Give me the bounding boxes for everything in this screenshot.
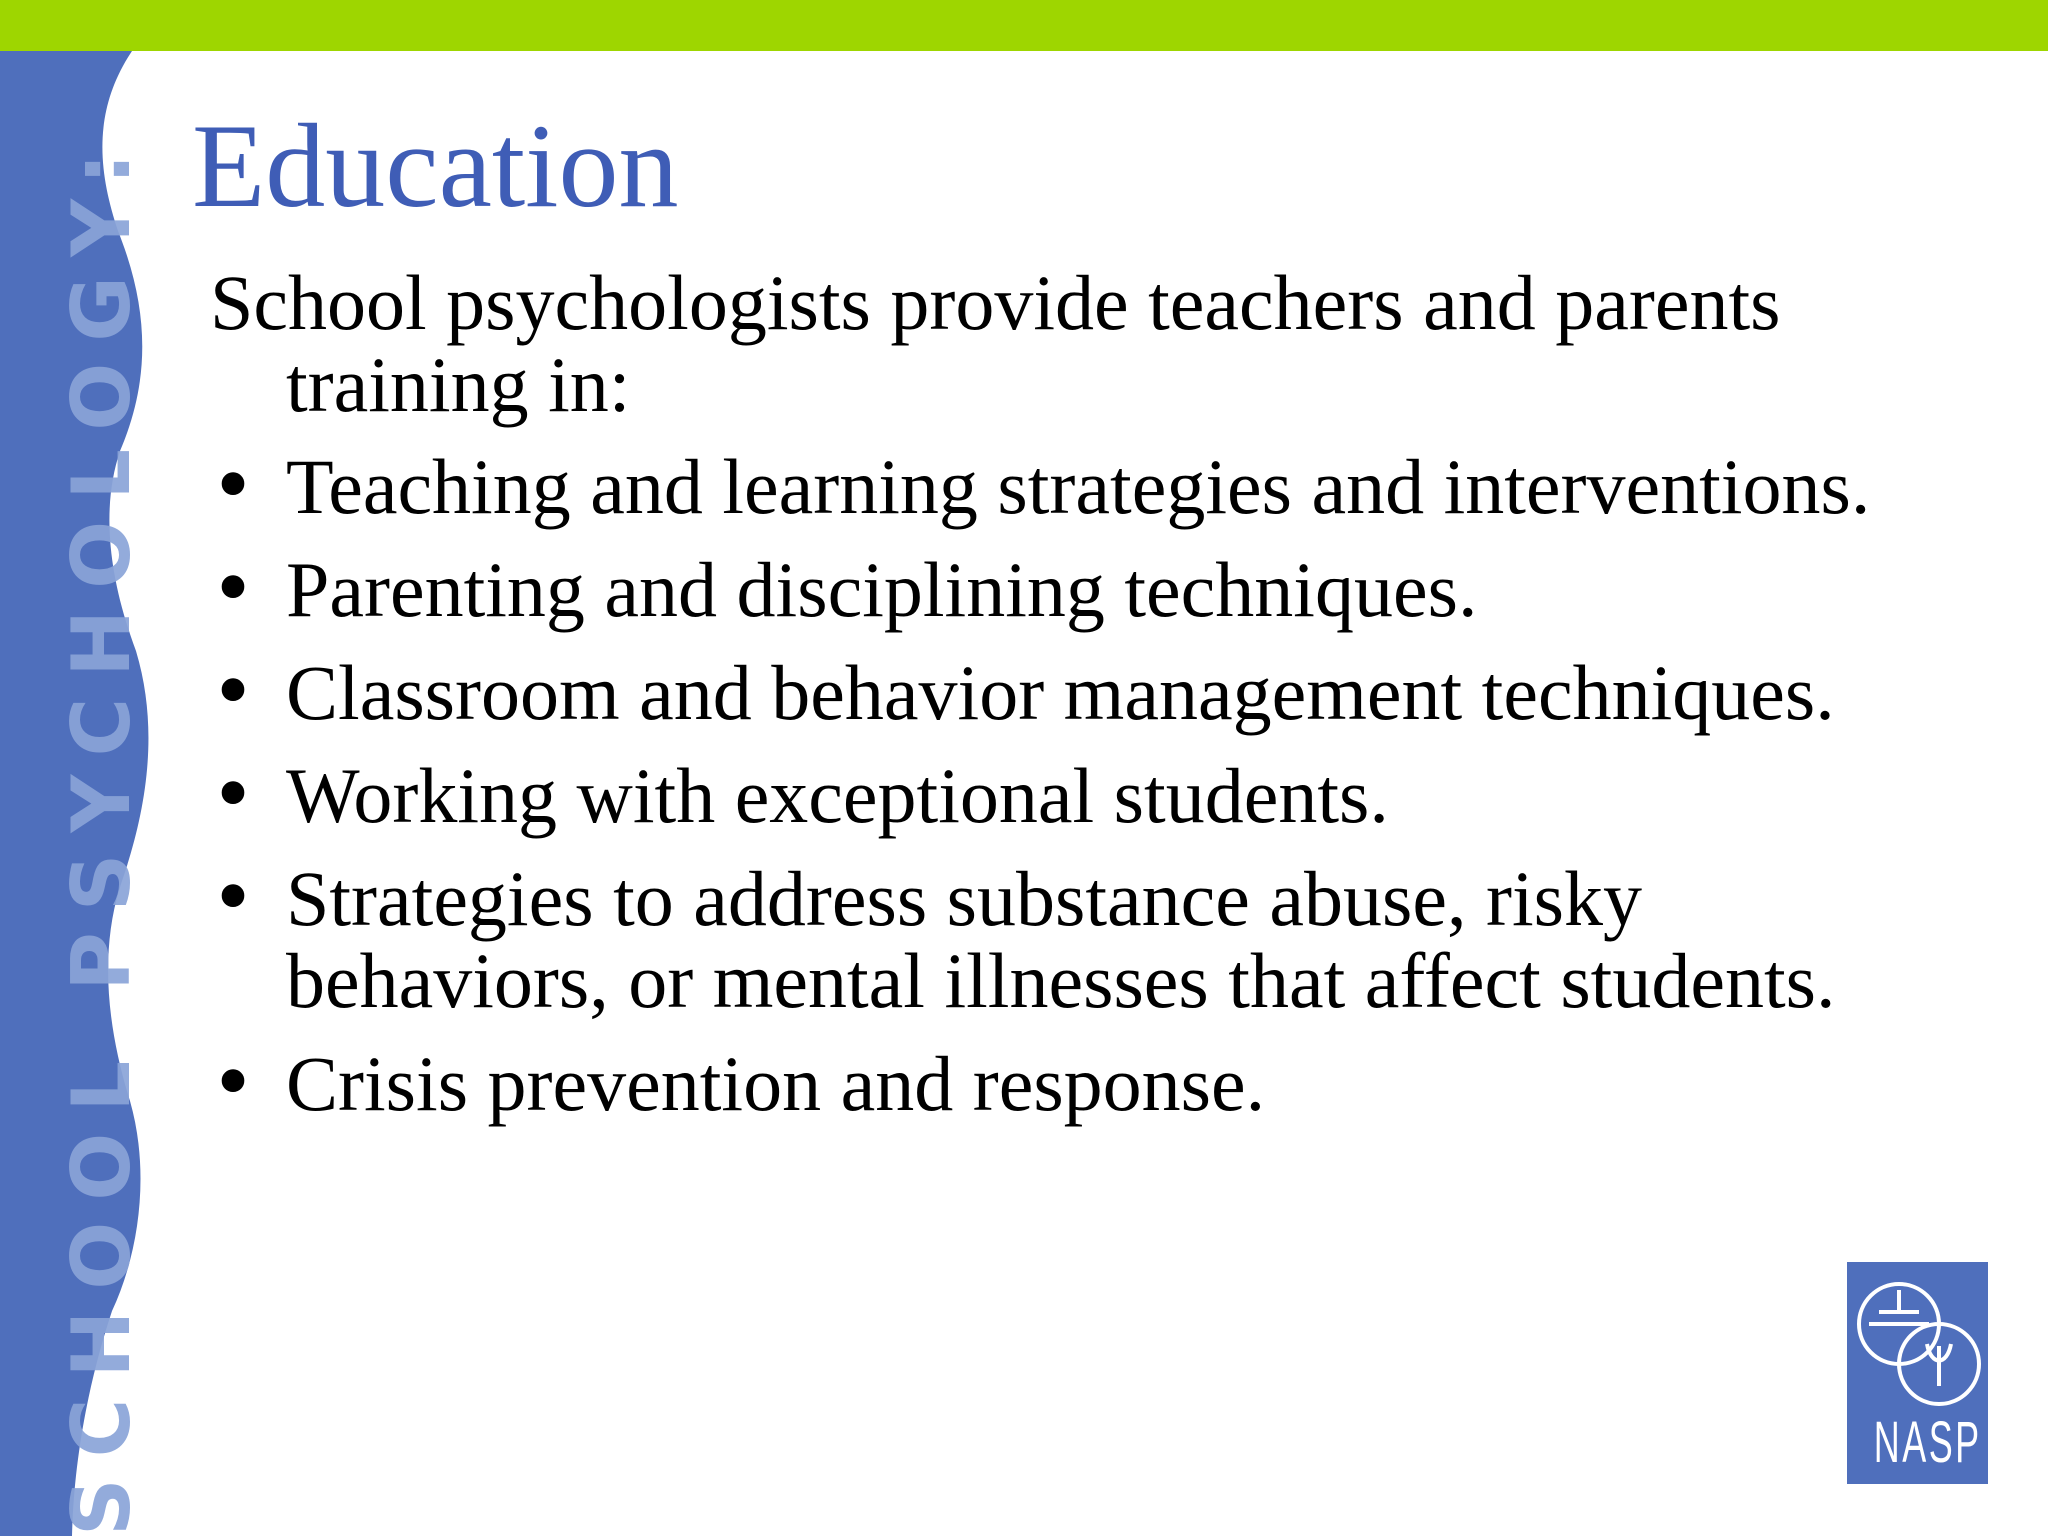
- bullet-icon: •: [210, 648, 257, 738]
- bullet-text: Teaching and learning strategies and interventions.: [286, 443, 1871, 530]
- bullet-text: Classroom and behavior management techniques.: [286, 649, 1835, 736]
- nasp-logo-text: NASP: [1873, 1410, 1982, 1475]
- bullet-icon: •: [210, 1039, 257, 1129]
- bullet-icon: •: [210, 442, 257, 532]
- intro-paragraph: School psychologists provide teachers and parents training in:: [210, 259, 1781, 428]
- side-banner: [0, 51, 180, 1536]
- bullet-item: [210, 442, 1970, 532]
- bullet-list: [210, 442, 1970, 1129]
- bullet-icon: •: [210, 854, 257, 944]
- bullet-text: Working with exceptional students.: [286, 752, 1389, 839]
- bullet-text: Crisis prevention and response.: [286, 1040, 1266, 1127]
- top-accent-bar: [0, 0, 2048, 51]
- bullet-icon: •: [210, 545, 257, 635]
- bullet-item: [210, 854, 1970, 1024]
- bullet-item: [210, 1039, 1970, 1129]
- bullet-item: [210, 545, 1970, 635]
- nasp-logo: [1847, 1262, 1988, 1484]
- side-banner-text: SCHOOL PSYCHOLOGY:: [55, 131, 148, 1536]
- bullet-text: Parenting and disciplining techniques.: [286, 546, 1478, 633]
- slide-body: [210, 259, 1970, 1146]
- bullet-icon: •: [210, 751, 257, 841]
- slide-title: Education: [192, 99, 679, 232]
- bullet-item: [210, 648, 1970, 738]
- bullet-text: Strategies to address substance abuse, risky behaviors, or mental illnesses that affect students.: [286, 855, 1836, 1024]
- bullet-item: [210, 751, 1970, 841]
